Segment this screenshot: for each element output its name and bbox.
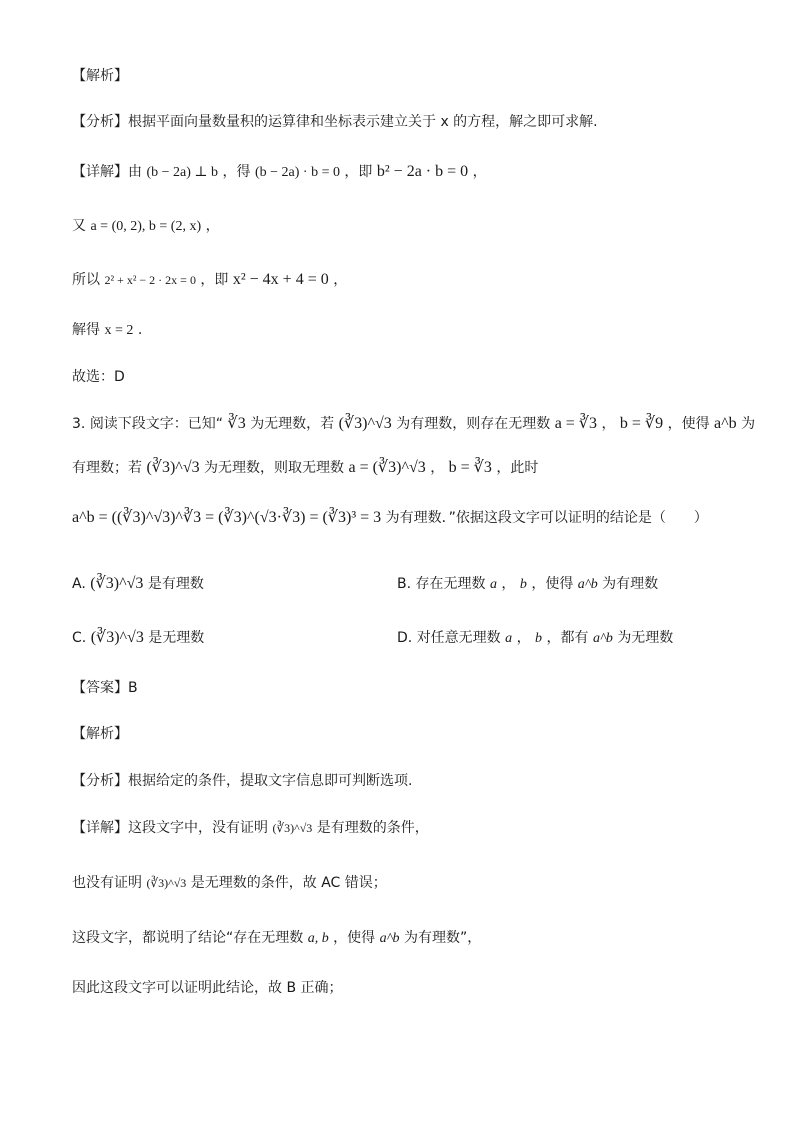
- detail-label: 【详解】由: [72, 164, 142, 180]
- math-expression: a = (∛3)^√3: [348, 459, 426, 476]
- math-expression: a = (0, 2), b = (2, x): [90, 219, 202, 234]
- detail-paragraph: [72, 162, 487, 183]
- math-expression: (∛3)^√3: [146, 876, 187, 890]
- math-expression: (b − 2a) · b = 0: [254, 165, 340, 180]
- answer-text: 【答案】B: [72, 680, 138, 696]
- option-a[interactable]: [72, 574, 204, 594]
- math-expression: b = ∛9: [619, 415, 664, 432]
- math-expression: x² − 4x + 4 = 0: [232, 271, 329, 288]
- equation-line: [72, 270, 347, 290]
- question-text: 为有理数，则存在无理数: [396, 416, 551, 432]
- math-expression: b = ∛3: [448, 459, 492, 476]
- detail-text: 这段文字，都说明了结论“存在无理数: [72, 930, 304, 946]
- solution-line: [72, 320, 142, 341]
- option-c[interactable]: [72, 628, 204, 648]
- detail-text: 是有理数的条件，: [316, 820, 429, 836]
- answer-line: [72, 678, 138, 698]
- analysis-paragraph-2: [72, 771, 412, 791]
- option-text: 存在无理数: [415, 576, 486, 592]
- option-text: 为有理数: [602, 576, 659, 592]
- option-text: 为无理数: [617, 630, 674, 646]
- detail-line-3: [72, 928, 481, 949]
- detail-text: 也没有证明: [72, 875, 142, 891]
- math-expression: ∛3: [227, 415, 246, 432]
- jiexi-label: 【解析】: [72, 726, 128, 742]
- question-text: ，此时: [496, 460, 539, 476]
- option-text: 对任意无理数: [416, 630, 501, 646]
- detail-text: 【详解】这段文字中，没有证明: [72, 820, 268, 836]
- detail-text: 是无理数的条件，故 AC 错误；: [190, 875, 387, 891]
- answer-choice-text: 故选：D: [72, 369, 125, 385]
- punctuation: ，: [601, 416, 616, 432]
- math-expression: a^b: [379, 931, 400, 946]
- math-expression: (b − 2a) ⊥ b: [146, 165, 219, 180]
- conclusion-line: [72, 978, 343, 998]
- math-expression: a, b: [307, 931, 329, 946]
- math-expression: a^b = ((∛3)^√3)^∛3 = (∛3)^(√3·∛3) = (∛3)³ = 3: [72, 509, 382, 526]
- question-text: 为有理数．”依据这段文字可以证明的结论是（ ）: [385, 510, 708, 526]
- question-number: 3.: [72, 416, 86, 432]
- punctuation: ，: [333, 272, 348, 288]
- analysis-text: 【分析】根据平面向量数量积的运算律和坐标表示建立关于 x 的方程，解之即可求解.: [72, 114, 598, 130]
- punctuation: ，: [501, 576, 516, 592]
- connector-text: ，即: [200, 272, 229, 288]
- punctuation: ，: [516, 630, 531, 646]
- connector-text: ，即: [344, 164, 373, 180]
- math-expression: x = 2: [104, 323, 134, 338]
- detail-text: ，使得: [333, 930, 376, 946]
- conclusion-text: 因此这段文字可以证明此结论，故 B 正确；: [72, 980, 343, 996]
- question-text: 为无理数，则取无理数: [204, 460, 345, 476]
- question-text: 为: [741, 416, 756, 432]
- jiexi-label: 【解析】: [72, 68, 128, 84]
- math-expression: (∛3)^√3: [338, 415, 392, 432]
- math-expression: a = ∛3: [554, 415, 598, 432]
- question-text: 有理数；若: [72, 460, 142, 476]
- punctuation: ，: [205, 218, 220, 234]
- math-variable: a: [489, 577, 497, 592]
- option-label: B.: [397, 576, 412, 592]
- punctuation: ，: [430, 460, 445, 476]
- math-variable: a: [505, 631, 513, 646]
- option-text: 是有理数: [147, 576, 204, 592]
- option-b[interactable]: [397, 574, 658, 595]
- math-variable: b: [535, 631, 543, 646]
- option-label: D.: [397, 630, 413, 646]
- math-expression: a^b: [577, 577, 598, 592]
- detail-line-2: [72, 873, 387, 893]
- math-variable: b: [519, 577, 527, 592]
- math-expression: (∛3)^√3: [146, 459, 200, 476]
- option-text: ，使得: [531, 576, 574, 592]
- section-heading-jiexi: [72, 66, 128, 86]
- prefix-text: 所以: [72, 272, 100, 288]
- detail-text: 为有理数”，: [403, 930, 482, 946]
- question-text: ，使得: [667, 416, 710, 432]
- detail-paragraph-2: [72, 818, 429, 838]
- question-3-line-1: [72, 414, 755, 434]
- question-text: 为无理数，若: [250, 416, 335, 432]
- question-3-line-2: [72, 458, 538, 478]
- math-expression: (∛3)^√3: [90, 629, 144, 646]
- question-3-line-3: [72, 508, 708, 528]
- option-d[interactable]: [397, 628, 673, 649]
- answer-choice-line: [72, 367, 125, 387]
- prefix-text: 解得: [72, 322, 100, 338]
- given-vectors-line: [72, 216, 220, 237]
- analysis-paragraph: [72, 112, 598, 132]
- math-expression: b² − 2a · b = 0: [376, 163, 469, 180]
- prefix-text: 又: [72, 218, 86, 234]
- math-expression: a^b: [592, 631, 613, 646]
- option-text: 是无理数: [148, 630, 205, 646]
- analysis-text: 【分析】根据给定的条件，提取文字信息即可判断选项.: [72, 773, 413, 789]
- option-text: ，都有: [546, 630, 589, 646]
- math-expression: (∛3)^√3: [272, 821, 313, 835]
- math-expression: 2² + x² − 2 · 2x = 0: [104, 273, 196, 287]
- punctuation: ，: [472, 164, 487, 180]
- connector-text: ，得: [222, 164, 251, 180]
- option-label: A.: [72, 576, 86, 592]
- punctuation: .: [137, 322, 143, 338]
- math-expression: (∛3)^√3: [90, 575, 144, 592]
- math-expression: a^b: [714, 415, 737, 432]
- section-heading-jiexi-2: [72, 724, 128, 744]
- question-text: 阅读下段文字：已知“: [89, 416, 224, 432]
- option-label: C.: [72, 630, 87, 646]
